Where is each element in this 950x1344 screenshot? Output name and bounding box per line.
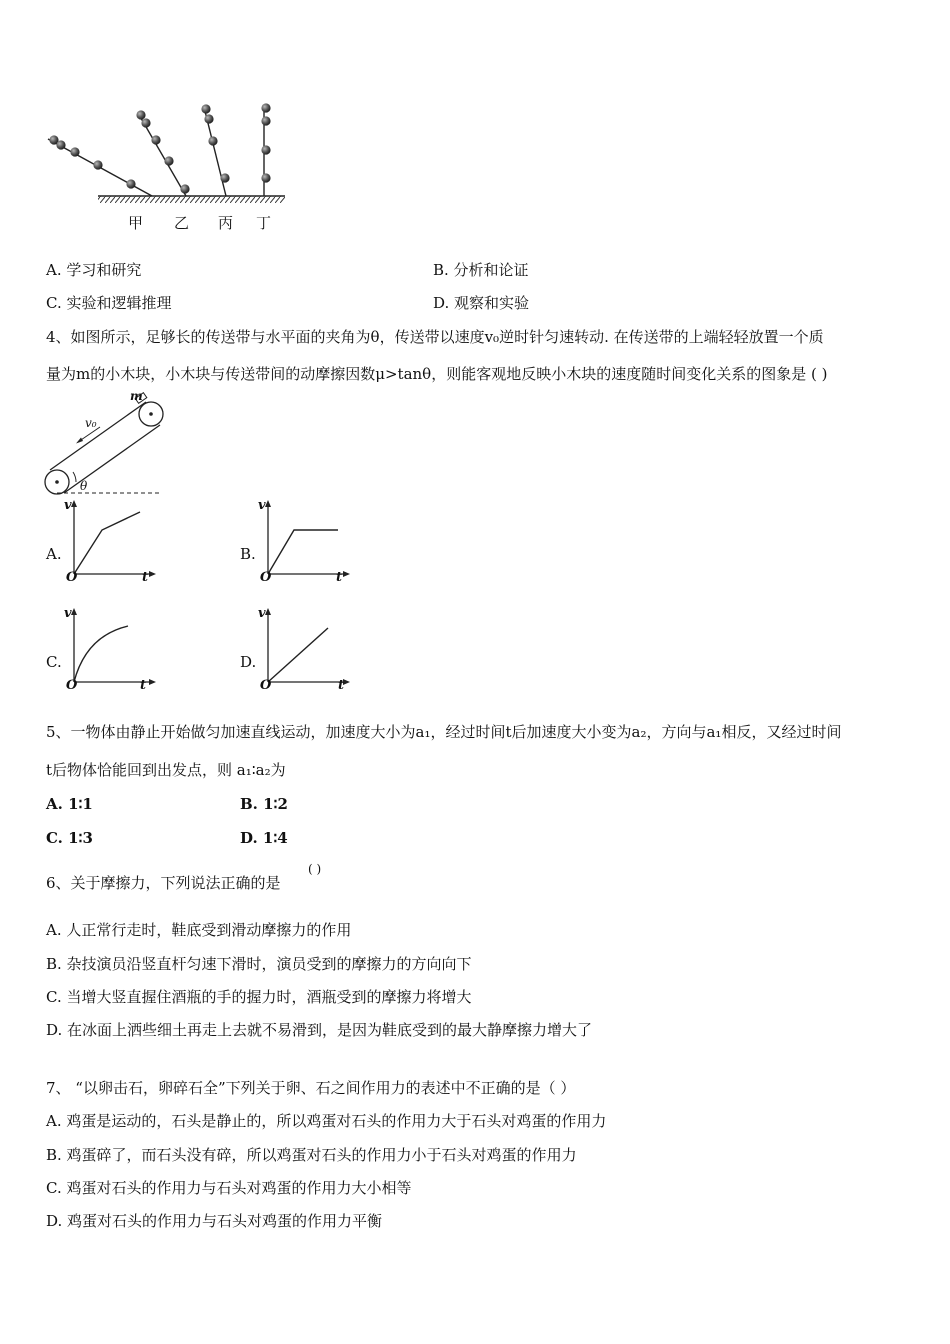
q4-stem-line1: 4、如图所示，足够长的传送带与水平面的夹角为θ，传送带以速度v₀逆时针匀速转动. 在传送带的上端轻轻放置一个质 — [46, 328, 824, 346]
q4-option-d[interactable]: D. — [240, 653, 257, 671]
velocity-label: v₀ — [85, 416, 97, 430]
q5-option-c[interactable]: C. 1∶3 — [46, 829, 93, 847]
q7-option-c[interactable]: C. 鸡蛋对石头的作用力与石头对鸡蛋的作用力大小相等 — [46, 1179, 412, 1197]
angle-label: θ — [80, 479, 88, 493]
ball-icon — [208, 136, 217, 145]
ball-icon — [180, 184, 189, 193]
q6-stem: 6、关于摩擦力，下列说法正确的是 — [46, 874, 281, 892]
q6-option-d[interactable]: D. 在冰面上洒些细土再走上去就不易滑到，是因为鞋底受到的最大静摩擦力增大了 — [46, 1021, 593, 1039]
ball-icon — [201, 104, 210, 113]
ball-icon — [204, 114, 213, 123]
figure-label-bing: 丙 — [218, 214, 234, 232]
q3-option-a[interactable]: A. 学习和研究 — [46, 261, 142, 279]
ball-icon — [151, 135, 160, 144]
ball-icon — [261, 116, 270, 125]
graph-c-v-axis: v — [64, 606, 72, 621]
q3-option-d[interactable]: D. 观察和实验 — [433, 294, 530, 312]
ball-icon — [261, 103, 270, 112]
graph-a-curve — [74, 512, 140, 574]
q7-option-d[interactable]: D. 鸡蛋对石头的作用力与石头对鸡蛋的作用力平衡 — [46, 1212, 383, 1230]
graph-b-curve — [268, 530, 338, 574]
graph-d-v-axis: v — [258, 606, 266, 621]
ball-icon — [93, 160, 102, 169]
graph-a-v-axis: v — [64, 498, 72, 513]
figure-label-jia: 甲 — [128, 214, 144, 232]
figure-label-ding: 丁 — [256, 214, 272, 232]
q4-option-c[interactable]: C. — [46, 653, 62, 671]
ball-icon — [136, 110, 145, 119]
q5-stem-line2: t后物体恰能回到出发点，则 a₁∶a₂为 — [46, 761, 286, 779]
graph-d-curve — [268, 628, 328, 682]
graph-a-t-axis: t — [142, 570, 149, 585]
graph-d-origin: O — [260, 678, 272, 693]
q3-option-b[interactable]: B. 分析和论证 — [433, 261, 529, 279]
q6-option-b[interactable]: B. 杂技演员沿竖直杆匀速下滑时，演员受到的摩擦力的方向向下 — [46, 955, 472, 973]
q5-stem-line1: 5、一物体由静止开始做匀加速直线运动，加速度大小为a₁，经过时间t后加速度大小变为a₂，方向与a₁相反，又经过时间 — [46, 723, 842, 741]
ball-icon — [126, 179, 135, 188]
q6-option-a[interactable]: A. 人正常行走时，鞋底受到滑动摩擦力的作用 — [46, 921, 352, 939]
inclined-planes-figure — [40, 95, 290, 235]
graph-d-t-axis: t — [338, 678, 345, 693]
ball-icon — [70, 147, 79, 156]
q4-stem-line2: 量为m的小木块，小木块与传送带间的动摩擦因数μ>tanθ，则能客观地反映小木块的速度随时间变化关系的图象是 ( ) — [46, 365, 828, 383]
ball-icon — [220, 173, 229, 182]
q6-option-c[interactable]: C. 当增大竖直握住酒瓶的手的握力时，酒瓶受到的摩擦力将增大 — [46, 988, 472, 1006]
block-mass-label: m — [130, 389, 143, 403]
graph-a-origin: O — [66, 570, 78, 585]
ball-icon — [164, 156, 173, 165]
q7-stem: 7、 “以卵击石，卵碎石全”下列关于卵、石之间作用力的表述中不正确的是（ ） — [46, 1079, 576, 1097]
graph-c-t-axis: t — [140, 678, 147, 693]
q7-option-a[interactable]: A. 鸡蛋是运动的，石头是静止的，所以鸡蛋对石头的作用力大于石头对鸡蛋的作用力 — [46, 1112, 607, 1130]
ball-icon — [141, 118, 150, 127]
graph-c-curve — [74, 626, 128, 682]
graph-c-origin: O — [66, 678, 78, 693]
conveyor-belt-figure — [40, 392, 170, 500]
q7-option-b[interactable]: B. 鸡蛋碎了，而石头没有碎，所以鸡蛋对石头的作用力小于石头对鸡蛋的作用力 — [46, 1146, 577, 1164]
q3-option-c[interactable]: C. 实验和逻辑推理 — [46, 294, 172, 312]
graph-b-origin: O — [260, 570, 272, 585]
ball-icon — [261, 173, 270, 182]
q5-option-b[interactable]: B. 1∶2 — [240, 795, 288, 813]
q5-option-d[interactable]: D. 1∶4 — [240, 829, 288, 847]
ball-icon — [261, 145, 270, 154]
graph-b-t-axis: t — [336, 570, 343, 585]
q6-answer-paren: ( ) — [308, 862, 322, 876]
ball-icon — [56, 140, 65, 149]
q4-option-b[interactable]: B. — [240, 545, 256, 563]
graph-b-v-axis: v — [258, 498, 266, 513]
q4-option-a[interactable]: A. — [46, 545, 62, 563]
figure-label-yi: 乙 — [174, 214, 190, 232]
q5-option-a[interactable]: A. 1∶1 — [46, 795, 93, 813]
